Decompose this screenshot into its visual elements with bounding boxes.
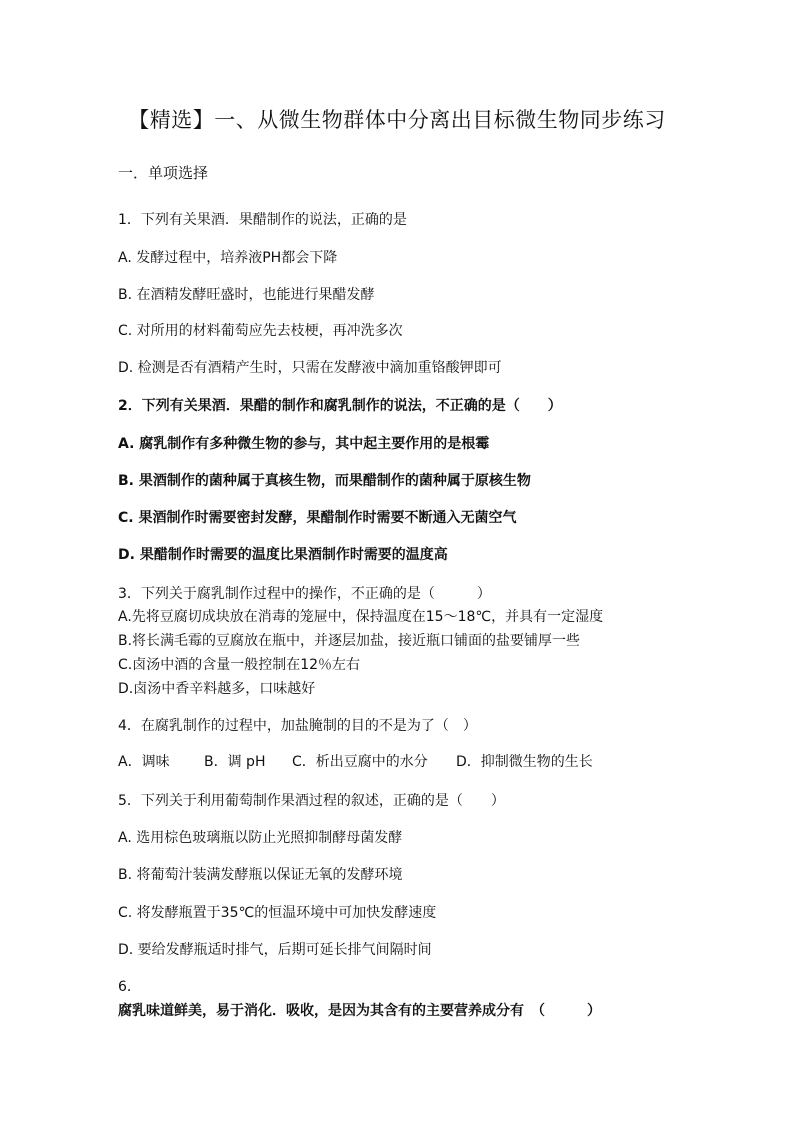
- question-4-options: [118, 751, 593, 771]
- question-5-stem: 5．下列关于利用葡萄制作果酒过程的叙述，正确的是（ ）: [118, 793, 505, 809]
- question-6-number: 6．: [118, 979, 141, 995]
- question-3-stem: 3．下列关于腐乳制作过程中的操作，不正确的是（ ）: [118, 586, 491, 602]
- question-2-option-c: C. 果酒制作时需要密封发酵，果醋制作时需要不断通入无菌空气: [118, 510, 517, 526]
- question-6-stem: 腐乳味道鲜美，易于消化．吸收，是因为其含有的主要营养成分有 （ ）: [118, 1003, 601, 1019]
- question-1-option-a: A. 发酵过程中，培养液PH都会下降: [118, 250, 338, 266]
- question-4-option-d: D．抑制微生物的生长: [456, 754, 593, 770]
- question-1-option-d: D. 检测是否有酒精产生时，只需在发酵液中滴加重铬酸钾即可: [118, 360, 502, 376]
- question-4-option-c: C．析出豆腐中的水分: [292, 754, 428, 770]
- question-4-option-a: A．调味: [118, 754, 170, 770]
- question-3-option-a: A.先将豆腐切成块放在消毒的笼屉中，保持温度在15～18℃，并具有一定湿度: [118, 609, 604, 625]
- question-3-option-b: B.将长满毛霉的豆腐放在瓶中，并逐层加盐，接近瓶口铺面的盐要铺厚一些: [118, 633, 581, 649]
- question-2-option-d: D. 果醋制作时需要的温度比果酒制作时需要的温度高: [118, 547, 448, 563]
- question-3-option-c: C.卤汤中酒的含量一般控制在12％左右: [118, 657, 361, 673]
- question-3-option-d: D.卤汤中香辛料越多，口味越好: [118, 681, 316, 697]
- question-5-option-d: D. 要给发酵瓶适时排气，后期可延长排气间隔时间: [118, 942, 432, 958]
- question-2-option-b: B. 果酒制作的菌种属于真核生物，而果醋制作的菌种属于原核生物: [118, 473, 531, 489]
- question-4-stem: 4．在腐乳制作的过程中，加盐腌制的目的不是为了（ ）: [118, 718, 477, 734]
- question-1-option-c: C. 对所用的材料葡萄应先去枝梗，再冲洗多次: [118, 323, 403, 339]
- question-2-stem: 2．下列有关果酒．果醋的制作和腐乳制作的说法，不正确的是（ ）: [118, 398, 562, 414]
- section-heading: 一．单项选择: [118, 164, 209, 182]
- question-1-option-b: B. 在酒精发酵旺盛时，也能进行果醋发酵: [118, 287, 375, 303]
- question-5-option-c: C. 将发酵瓶置于35℃的恒温环境中可加快发酵速度: [118, 905, 437, 921]
- question-4-option-b: B．调 pH: [204, 754, 266, 770]
- question-1-stem: 1．下列有关果酒．果醋制作的说法，正确的是: [118, 212, 407, 228]
- document-title: 【精选】一、从微生物群体中分离出目标微生物同步练习: [128, 108, 666, 132]
- question-5-option-b: B. 将葡萄汁装满发酵瓶以保证无氧的发酵环境: [118, 867, 403, 883]
- question-2-option-a: A. 腐乳制作有多种微生物的参与，其中起主要作用的是根霉: [118, 436, 490, 452]
- question-5-option-a: A. 选用棕色玻璃瓶以防止光照抑制酵母菌发酵: [118, 830, 403, 846]
